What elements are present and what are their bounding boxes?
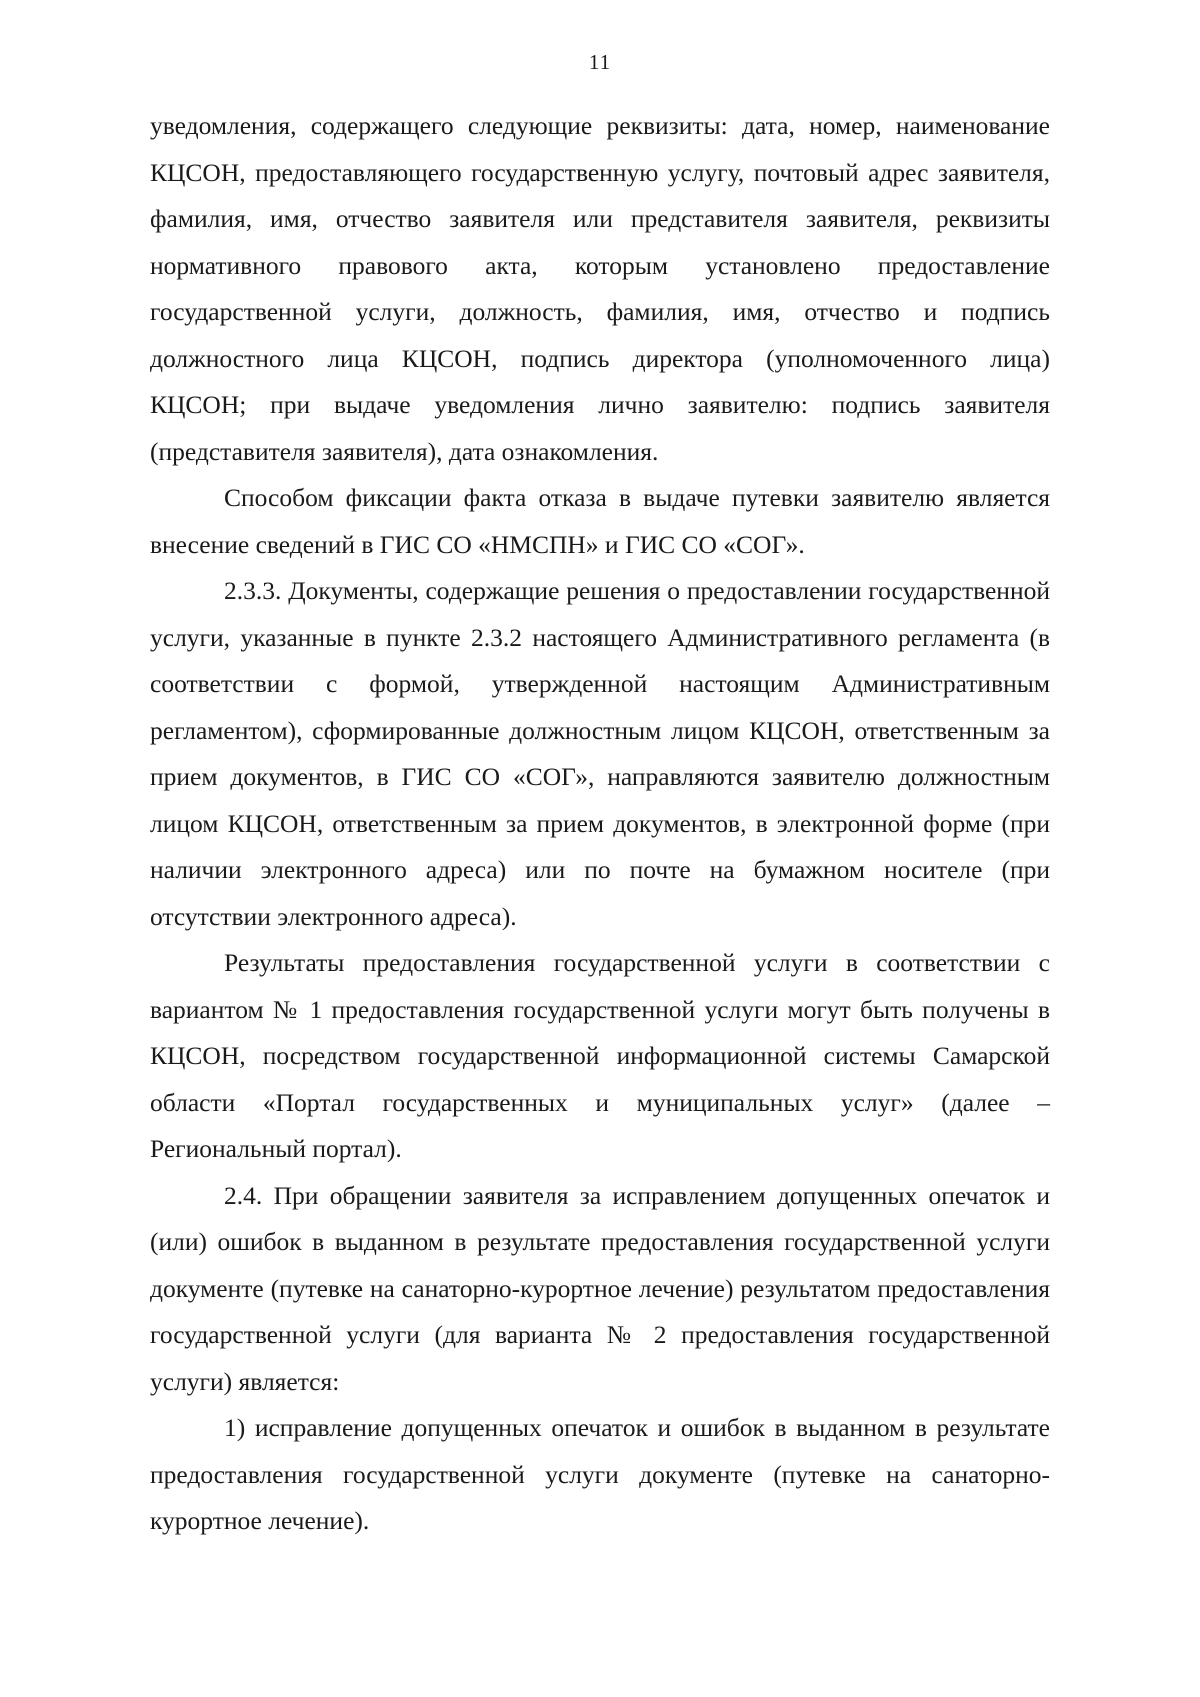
document-body [150, 103, 1050, 1545]
paragraph-item-1: 1) исправление допущенных опечаток и ошибок в выданном в результате предоставления государственной услуги документе (путевке на санаторно-курортное лечение). [150, 1413, 1050, 1535]
paragraph-2-4: 2.4. При обращении заявителя за исправлением допущенных опечаток и (или) ошибок в выданном в результате предоставления государственной услуги документе (путевке на санаторно-курортное лечение) результатом предоставления государственной услуги (для варианта № 2 предоставления государственной услуги) является: [150, 1180, 1050, 1396]
paragraph-notification-details: уведомления, содержащего следующие реквизиты: дата, номер, наименование КЦСОН, предоставляющего государственную услугу, почтовый адрес заявителя, фамилия, имя, отчество заявителя или представителя заявителя, реквизиты нормативного правового акта, которым установлено предоставление государственной услуги, должность, фамилия, имя, отчество и подпись должностного лица КЦСОН, подпись директора (уполномоченного лица) КЦСОН; при выдаче уведомления лично заявителю: подпись заявителя (представителя заявителя), дата ознакомления. [150, 111, 1050, 466]
paragraph-results-variant-1: Результаты предоставления государственной услуги в соответствии с вариантом № 1 предоставления государственной услуги могут быть получены в КЦСОН, посредством государственной информационной системы Самарской области «Портал государственных и муниципальных услуг» (далее – Региональный портал). [150, 948, 1050, 1163]
page-number: 11 [588, 50, 612, 74]
paragraph-refusal-fixation: Способом фиксации факта отказа в выдаче путевки заявителю является внесение сведений в ГИС СО «НМСПН» и ГИС СО «СОГ». [150, 483, 1050, 559]
paragraph-2-3-3: 2.3.3. Документы, содержащие решения о предоставлении государственной услуги, указанные в пункте 2.3.2 настоящего Административного регламента (в соответствии с формой, утвержденной настоящим Административным регламентом), сформированные должностным лицом КЦСОН, ответственным за прием документов, в ГИС СО «СОГ», направляются заявителю должностным лицом КЦСОН, ответственным за прием документов, в электронной форме (при наличии электронного адреса) или по почте на бумажном носителе (при отсутствии электронного адреса). [150, 576, 1050, 931]
